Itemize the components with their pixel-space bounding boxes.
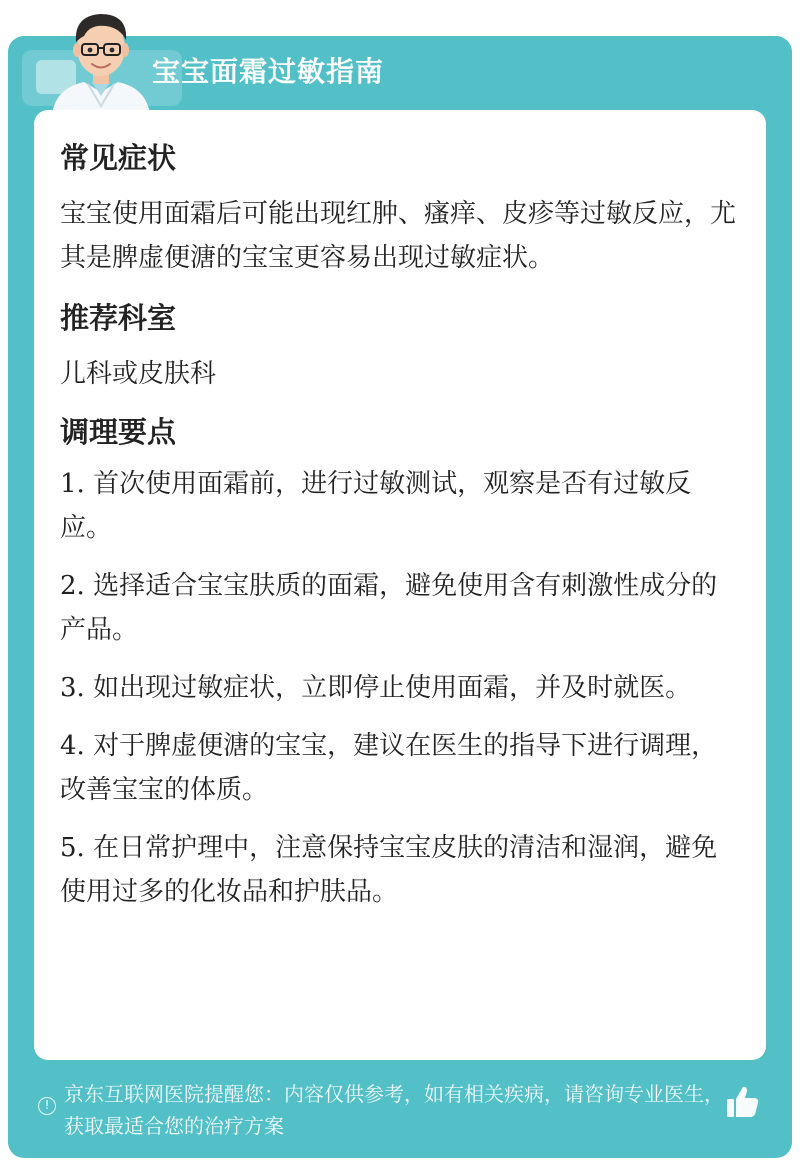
info-icon: ! (38, 1097, 56, 1115)
content-card (34, 110, 766, 1060)
list-item (60, 462, 740, 550)
list-item (60, 724, 740, 812)
list-item-number: 4. (60, 731, 85, 761)
symptoms-text: 宝宝使用面霜后可能出现红肿、瘙痒、皮疹等过敏反应，尤其是脾虚便溏的宝宝更容易出现过敏症状。 (60, 199, 737, 273)
list-item-text: 对于脾虚便溏的宝宝，建议在医生的指导下进行调理，改善宝宝的体质。 (60, 731, 718, 805)
list-item-number: 2. (60, 571, 85, 601)
list-item (60, 826, 740, 914)
symptoms-heading: 常见症状 (60, 141, 177, 175)
list-item (60, 666, 740, 710)
footer-notice: 京东互联网医院提醒您：内容仅供参考，如有相关疾病，请咨询专业医生，获取最适合您的治疗方案 (64, 1082, 724, 1138)
department-text: 儿科或皮肤科 (60, 359, 217, 389)
list-item-text: 选择适合宝宝肤质的面霜，避免使用含有刺激性成分的产品。 (60, 571, 718, 645)
list-item-number: 1. (60, 469, 85, 499)
thumbs-up-icon[interactable] (722, 1082, 762, 1122)
list-item (60, 564, 740, 652)
doctor-avatar-icon (46, 6, 156, 114)
list-item-text: 如出现过敏症状，立即停止使用面霜，并及时就医。 (93, 673, 692, 703)
list-item-number: 5. (60, 833, 85, 863)
page-title: 宝宝面霜过敏指南 (152, 55, 385, 88)
care-heading: 调理要点 (60, 415, 177, 449)
department-heading: 推荐科室 (60, 301, 177, 335)
care-list (60, 462, 740, 914)
list-item-text: 首次使用面霜前，进行过敏测试，观察是否有过敏反应。 (60, 469, 692, 543)
list-item-text: 在日常护理中，注意保持宝宝皮肤的清洁和湿润，避免使用过多的化妆品和护肤品。 (60, 833, 718, 907)
list-item-number: 3. (60, 673, 85, 703)
